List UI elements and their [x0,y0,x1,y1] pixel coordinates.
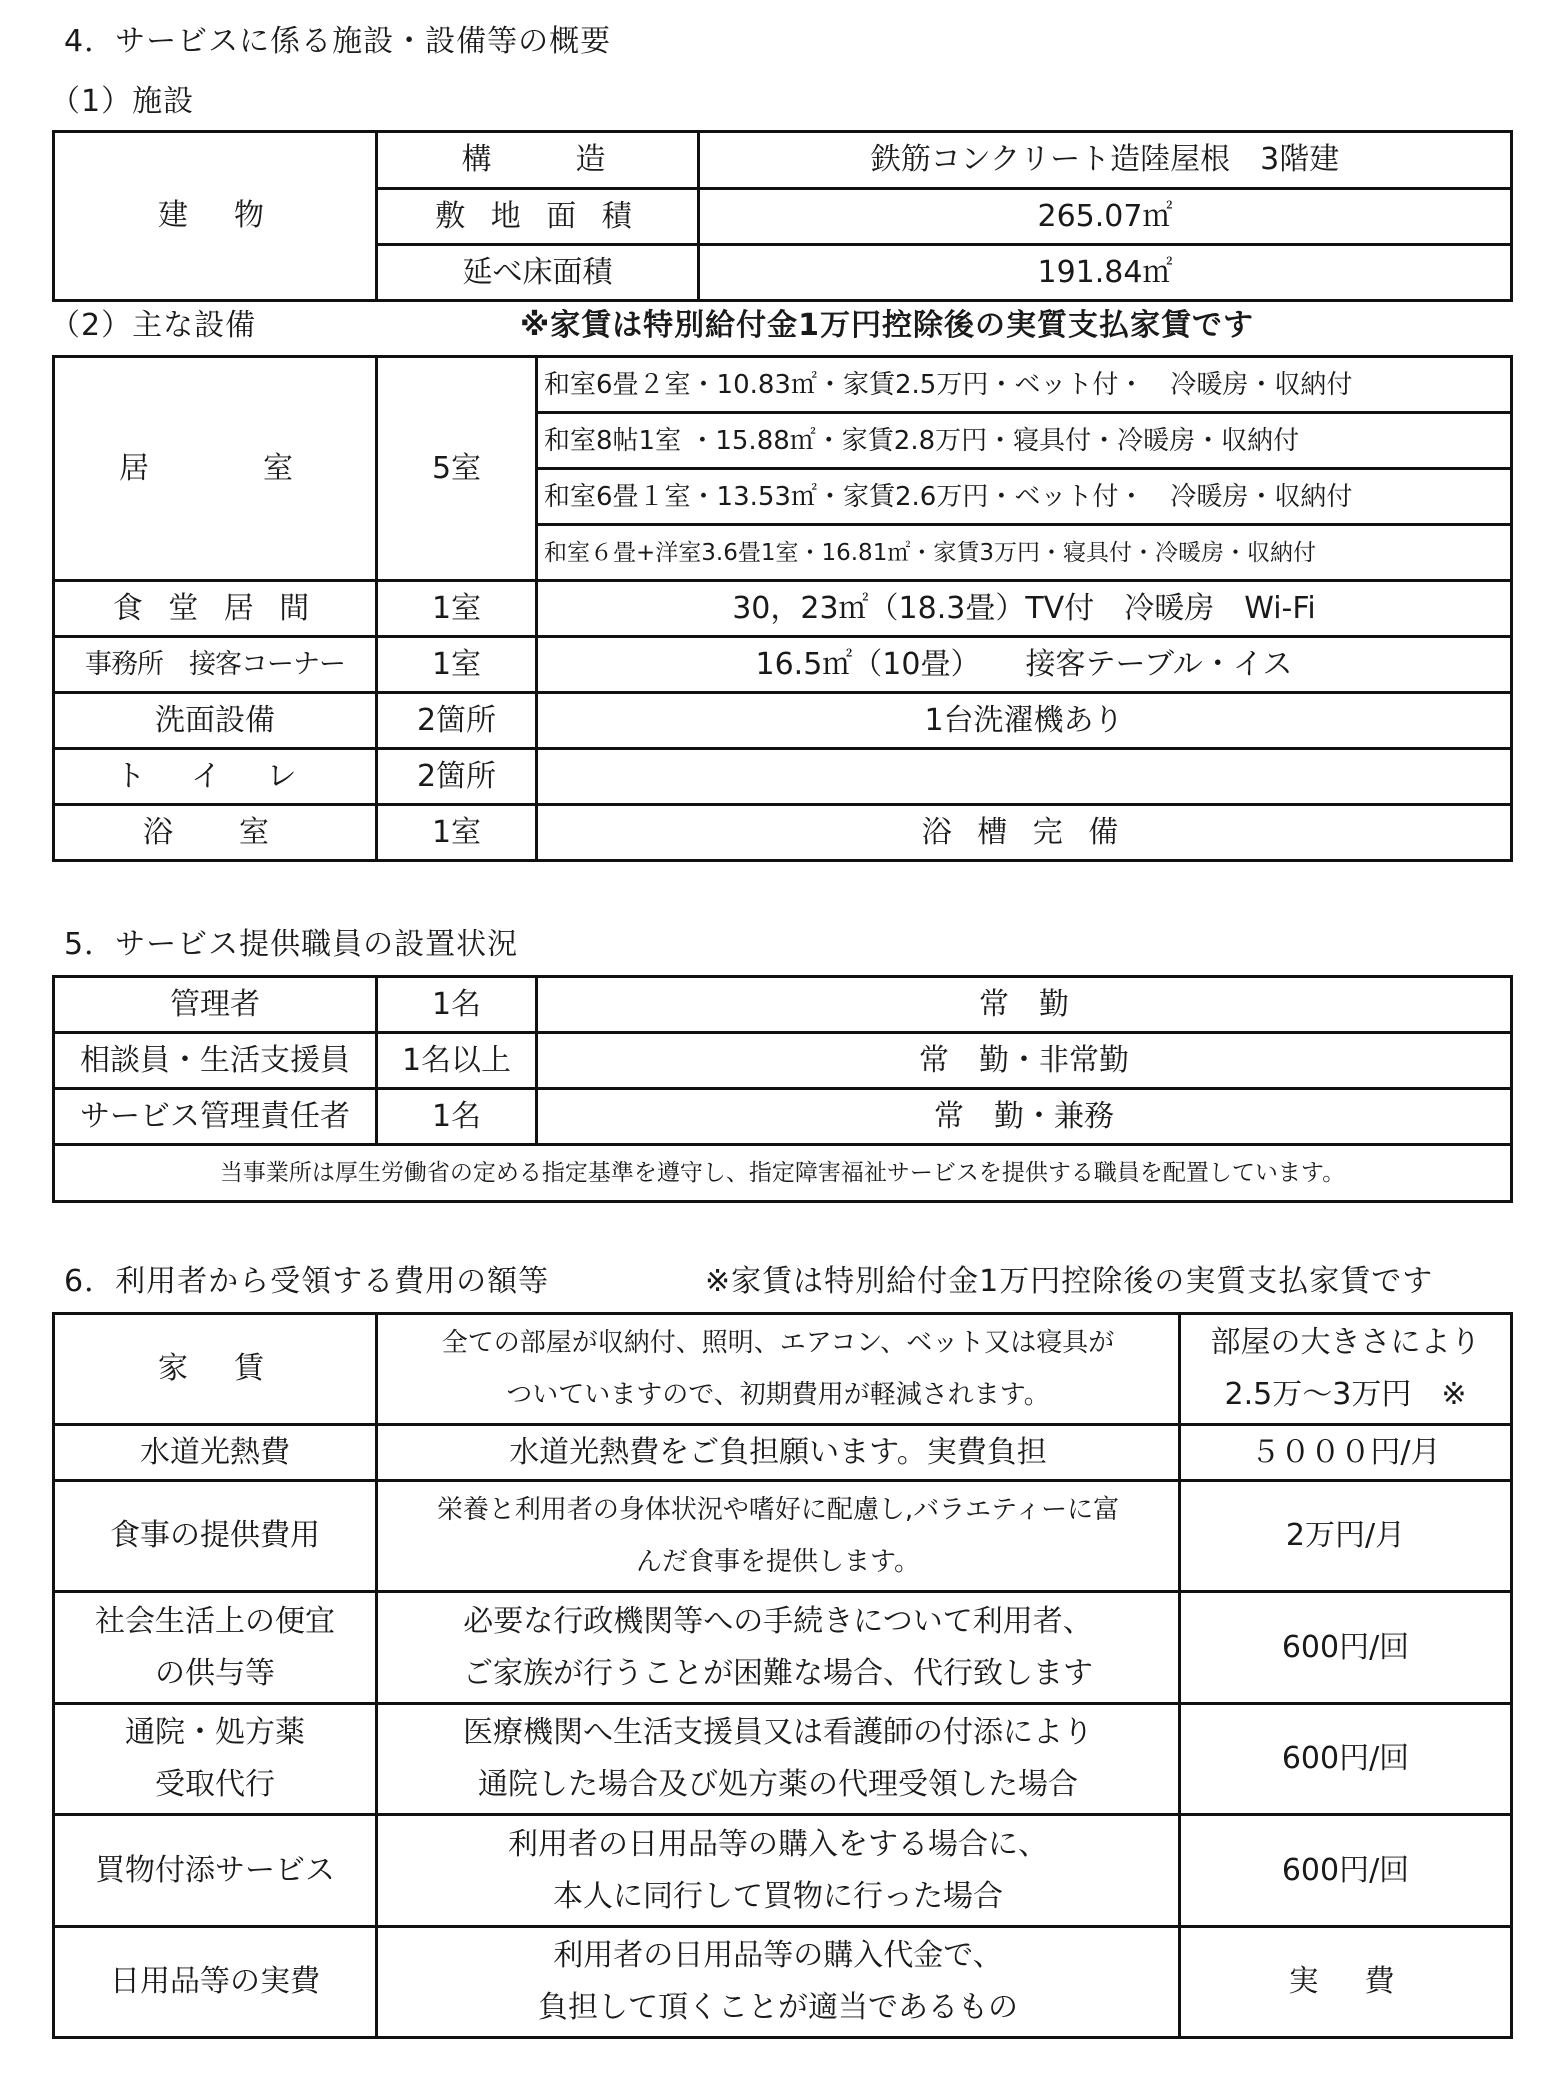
building-item: 敷 地 面 積 [377,189,699,245]
room-item: 和室8帖1室 ・15.88㎡・家賃2.8万円・寝具付・冷暖房・収納付 [537,413,1512,469]
facility-name: ト イ レ [54,749,377,805]
fee-amount [1180,1927,1512,2038]
facility-detail [537,749,1512,805]
fee-amount-line: 600円/回 [1281,1741,1410,1776]
section4-sub1-heading: （1）施設 [50,84,195,119]
fee-description-line: 栄養と利用者の身体状況や嗜好に配慮し,バラエティーに富 [436,1495,1120,1525]
fee-amount-line: 600円/回 [1281,1629,1410,1665]
fee-description [377,1314,1180,1425]
fee-item [54,1927,377,2038]
section4-sub2-heading: （2）主な設備 [50,308,257,343]
facility-count: 1室 [377,581,537,637]
staff-table [52,975,1513,1203]
table-row [54,1033,1512,1089]
fee-item-line: 買物付添サービス [95,1852,335,1888]
fee-item-line: 家 賃 [158,1351,272,1386]
fee-description-line: 利用者の日用品等の購入をする場合に、 [508,1826,1048,1862]
building-item: 構 造 [377,132,699,189]
fee-item [54,1815,377,1927]
table-row [54,132,1512,189]
building-value: 191.84㎡ [699,245,1512,301]
fee-description [377,1815,1180,1927]
fee-description-line: 負担して頂くことが適当であるもの [538,1990,1018,2025]
rooms-count: 5室 [377,357,537,581]
facility-name: 食 堂 居 間 [54,581,377,637]
staff-type: 常 勤 [537,977,1512,1033]
fee-amount [1180,1592,1512,1704]
fee-amount-line: 2万円/月 [1285,1518,1406,1553]
staff-footnote: 当事業所は厚生労働省の定める指定基準を遵守し、指定障害福祉サービスを提供する職員を配置しています。 [54,1145,1512,1202]
table-row [54,1145,1512,1202]
fee-description [377,1592,1180,1704]
table-row [54,637,1512,693]
section4-title: 4．サービスに係る施設・設備等の概要 [64,24,612,59]
facility-count: 1室 [377,637,537,693]
building-value: 265.07㎡ [699,189,1512,245]
staff-type: 常 勤・非常勤 [537,1033,1512,1089]
facility-detail: 16.5㎡（10畳） 接客テーブル・イス [537,637,1512,693]
section5-title: 5．サービス提供職員の設置状況 [64,927,519,962]
rent-note: ※家賃は特別給付金1万円控除後の実質支払家賃です [520,308,1255,343]
table-row [54,1927,1512,2038]
section6-rent-note: ※家賃は特別給付金1万円控除後の実質支払家賃です [705,1264,1434,1299]
staff-role: サービス管理責任者 [54,1089,377,1145]
fee-item [54,1314,377,1425]
fee-description-line: 通院した場合及び処方薬の代理受領した場合 [478,1767,1078,1802]
table-row [54,1314,1512,1425]
fee-amount [1180,1815,1512,1927]
fee-item-line: 水道光熱費 [140,1434,290,1470]
fee-description-line: 水道光熱費をご負担願います。実費負担 [509,1434,1047,1470]
facility-detail: 30，23㎡（18.3畳）TV付 冷暖房 Wi-Fi [537,581,1512,637]
room-item: 和室６畳+洋室3.6畳1室・16.81㎡・家賃3万円・寝具付・冷暖房・収納付 [537,525,1512,581]
table-row [54,1592,1512,1704]
fee-description [377,1425,1180,1481]
fee-description-line: 本人に同行して買物に行った場合 [553,1878,1003,1914]
fee-amount-line: 2.5万～3万円 ※ [1224,1377,1467,1412]
facility-count: 2箇所 [377,749,537,805]
room-item: 和室6畳１室・13.53㎡・家賃2.6万円・ベット付・ 冷暖房・収納付 [537,469,1512,525]
room-item: 和室6畳２室・10.83㎡・家賃2.5万円・ベット付・ 冷暖房・収納付 [537,357,1512,413]
table-row [54,1481,1512,1592]
staff-count: 1名以上 [377,1033,537,1089]
fee-item-line: 社会生活上の便宜 [95,1603,335,1639]
building-item: 延べ床面積 [377,245,699,301]
facility-detail: 1台洗濯機あり [537,693,1512,749]
fee-item-line: 受取代行 [155,1767,275,1802]
fee-amount [1180,1704,1512,1815]
fee-item-line: 食事の提供費用 [110,1518,320,1553]
table-row [54,693,1512,749]
fee-amount [1180,1425,1512,1481]
facility-name: 洗面設備 [54,693,377,749]
staff-role: 相談員・生活支援員 [54,1033,377,1089]
table-row [54,357,1512,413]
facility-count: 1室 [377,805,537,861]
fee-item [54,1592,377,1704]
section6-title: 6．利用者から受領する費用の額等 [64,1264,550,1299]
fee-item [54,1481,377,1592]
fee-description-line: 全ての部屋が収納付、照明、エアコン、ベット又は寝具が [441,1328,1115,1358]
fee-description-line: 利用者の日用品等の購入代金で、 [553,1938,1003,1973]
fee-item-line: 通院・処方薬 [125,1715,305,1750]
building-value: 鉄筋コンクリート造陸屋根 3階建 [699,132,1512,189]
fee-description-line: 必要な行政機関等への手続きについて利用者、 [463,1603,1093,1639]
fee-item [54,1704,377,1815]
staff-role: 管理者 [54,977,377,1033]
table-row [54,1425,1512,1481]
fees-table [52,1312,1513,2039]
table-row [54,1089,1512,1145]
facility-name: 事務所 接客コーナー [54,637,377,693]
fee-amount-line: 実 費 [1288,1964,1403,1999]
facility-detail: 浴 槽 完 備 [537,805,1512,861]
staff-type: 常 勤・兼務 [537,1089,1512,1145]
staff-count: 1名 [377,1089,537,1145]
fee-description-line: んだ食事を提供します。 [636,1547,920,1577]
fee-item [54,1425,377,1481]
facility-name: 浴 室 [54,805,377,861]
building-label: 建 物 [54,132,377,301]
table-row [54,805,1512,861]
equipment-table [52,355,1513,862]
table-row [54,1815,1512,1927]
fee-description [377,1927,1180,2038]
building-table [52,130,1513,302]
table-row [54,581,1512,637]
facility-count: 2箇所 [377,693,537,749]
fee-description-line: ご家族が行うことが困難な場合、代行致します [463,1655,1093,1691]
fee-description [377,1704,1180,1815]
rooms-label: 居 室 [54,357,377,581]
fee-item-line: の供与等 [155,1655,275,1691]
fee-amount-line: 部屋の大きさにより [1210,1325,1481,1360]
fee-amount [1180,1481,1512,1592]
fee-description-line: ついていますので、初期費用が軽減されます。 [506,1380,1050,1410]
fee-description-line: 医療機関へ生活支援員又は看護師の付添により [463,1715,1093,1750]
table-row [54,749,1512,805]
table-row [54,977,1512,1033]
fee-amount-line: ５０００円/月 [1250,1434,1441,1470]
fee-amount [1180,1314,1512,1425]
fee-description [377,1481,1180,1592]
fee-item-line: 日用品等の実費 [110,1964,320,1999]
staff-count: 1名 [377,977,537,1033]
fee-amount-line: 600円/回 [1281,1852,1410,1888]
table-row [54,1704,1512,1815]
